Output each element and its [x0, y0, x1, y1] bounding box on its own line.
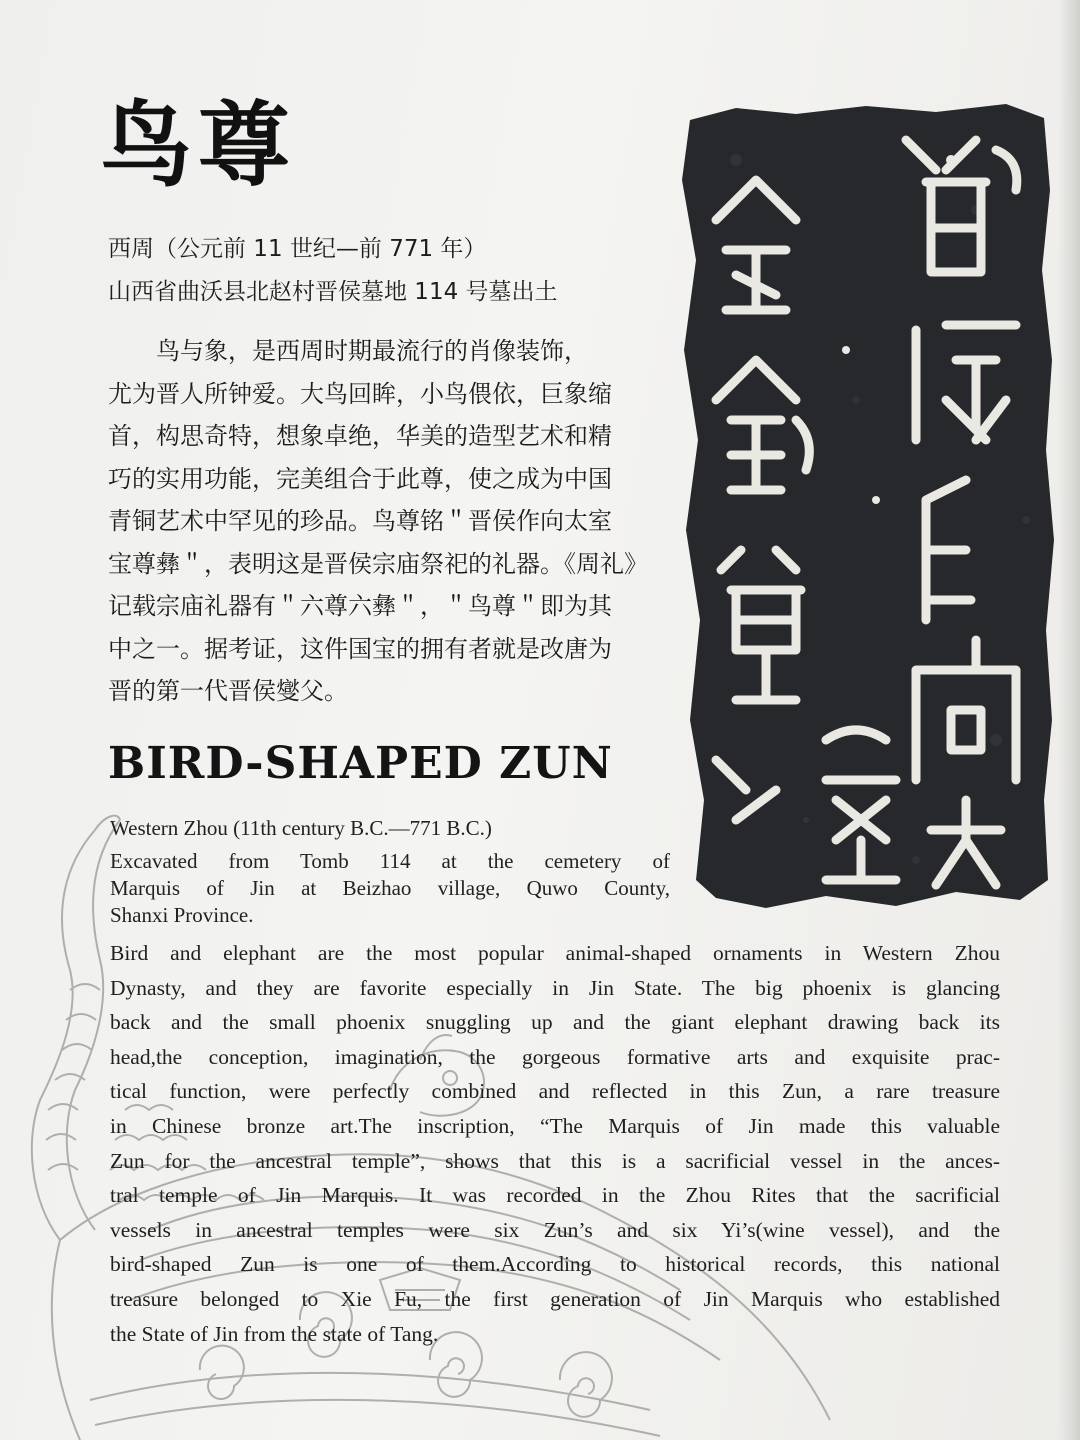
- description-english-line: Dynasty, and they are favorite especially in Jin State. The big phoenix is glancing: [110, 975, 1000, 1000]
- description-english-line: Bird and elephant are the most popular animal-shaped ornaments in Western Zhou: [110, 941, 1000, 965]
- description-english-line: treasure belonged to Xie Fu, the first generation of Jin Marquis who established: [110, 1286, 1000, 1311]
- provenance-chinese: 山西省曲沃县北赵村晋侯墓地 114 号墓出土: [108, 279, 558, 305]
- provenance-english-line: Shanxi Province.: [110, 903, 254, 927]
- description-english-line: tical function, were perfectly combined and reflected in this Zun, a rare treasure: [110, 1079, 1000, 1104]
- description-english: [110, 936, 1000, 1351]
- description-english-line: back and the small phoenix snuggling up and the giant elephant drawing back its: [110, 1010, 1000, 1035]
- description-english-line: vessels in ancestral temples were six Zun’s and six Yi’s(wine vessel), and the: [110, 1217, 1000, 1242]
- description-chinese-line: 尤为晋人所钟爱。大鸟回眸，小鸟偎依，巨象缩: [108, 379, 612, 408]
- title-chinese: 鸟尊: [100, 92, 297, 199]
- description-chinese-line: 中之一。据考证，这件国宝的拥有者就是改唐为: [108, 634, 612, 663]
- description-chinese-line: 巧的实用功能，完美组合于此尊，使之成为中国: [108, 464, 612, 493]
- description-english-line: tral temple of Jin Marquis. It was recorded in the Zhou Rites that the sacrificial: [110, 1183, 1000, 1208]
- description-english-line: the State of Jin from the state of Tang.: [110, 1321, 439, 1346]
- description-english-line: in Chinese bronze art.The inscription, “The Marquis of Jin made this valuable: [110, 1113, 1000, 1138]
- title-english: BIRD-SHAPED ZUN: [108, 738, 613, 789]
- description-english-line: bird-shaped Zun is one of them.According to historical records, this national: [110, 1252, 1000, 1277]
- inscription-rubbing: [676, 100, 1056, 920]
- period-english: Western Zhou (11th century B.C.—771 B.C.): [110, 816, 492, 840]
- description-chinese-line: 青铜艺术中罕见的珍品。鸟尊铭＂晋侯作向太室: [108, 507, 612, 535]
- display-edge: [1058, 0, 1080, 1440]
- description-chinese: [108, 330, 668, 713]
- period-chinese: 西周（公元前 11 世纪—前 771 年）: [108, 236, 487, 262]
- description-chinese-line: 宝尊彝＂，表明这是晋侯宗庙祭祀的礼器。《周礼》: [108, 549, 648, 578]
- description-chinese-line: 首，构思奇特，想象卓绝，华美的造型艺术和精: [108, 422, 612, 450]
- provenance-english-line: Marquis of Jin at Beizhao village, Quwo County,: [110, 876, 670, 900]
- provenance-english: [110, 848, 670, 929]
- description-chinese-line: 晋的第一代晋侯燮父。: [108, 677, 348, 705]
- description-chinese-line: 记载宗庙礼器有＂六尊六彝＂，＂鸟尊＂即为其: [108, 592, 612, 620]
- description-english-line: head,the conception, imagination, the gorgeous formative arts and exquisite prac-: [110, 1044, 1000, 1069]
- description-chinese-line: 鸟与象，是西周时期最流行的肖像装饰，: [156, 337, 588, 365]
- description-english-line: Zun for the ancestral temple”, shows that this is a sacrificial vessel in the ances-: [110, 1148, 1000, 1173]
- provenance-english-line: Excavated from Tomb 114 at the cemetery of: [110, 849, 670, 873]
